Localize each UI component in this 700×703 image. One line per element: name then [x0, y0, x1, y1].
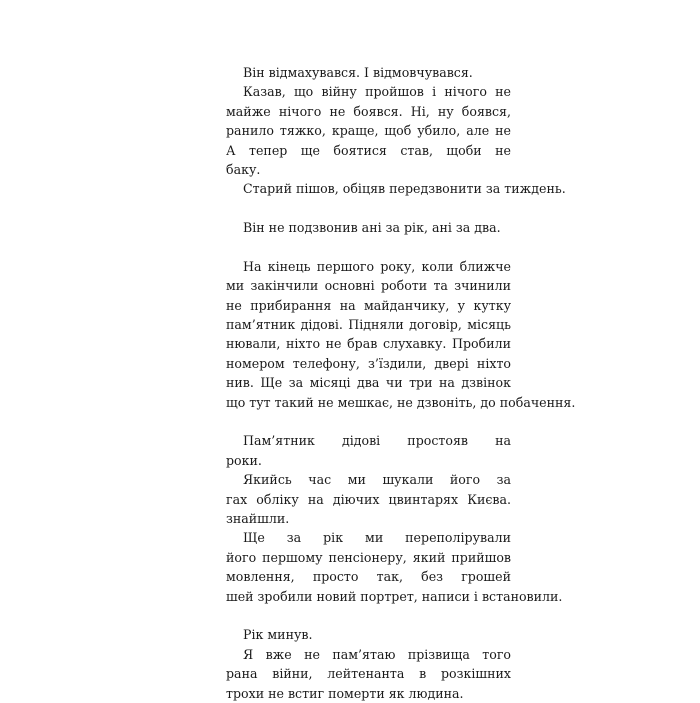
paragraph [226, 82, 511, 179]
text-column [226, 63, 576, 703]
text-line: Казав, що війну пройшов і нічого не [243, 84, 511, 100]
text-line: мовлення, просто так, без грошей [226, 569, 511, 585]
text-line: що тут такий не мешкає, не дзвоніть, до побачення. [226, 394, 576, 410]
section-break [226, 238, 511, 257]
text-line: майже нічого не боявся. Ні, ну боявся, [226, 103, 511, 119]
text-line: номером телефону, з’їздили, двері ніхто [226, 355, 511, 371]
text-line: Рік минув. [243, 627, 313, 643]
text-line: роки. [226, 452, 262, 468]
text-line: Якийсь час ми шукали його за [243, 472, 511, 488]
text-line: нювали, ніхто не брав слухавку. Пробили [226, 336, 511, 352]
text-line: Старий пішов, обіцяв передзвонити за тиждень. [243, 181, 566, 197]
text-line: Пам’ятник дідові простояв на [243, 433, 511, 449]
paragraph [226, 625, 511, 644]
section-break [226, 606, 511, 625]
text-line: пам’ятник дідові. Підняли договір, місяць [226, 317, 511, 333]
text-line: його першому пенсіонеру, який прийшов [226, 549, 511, 565]
text-block [226, 625, 511, 703]
text-block [226, 218, 511, 237]
text-block [226, 257, 576, 412]
section-break [226, 199, 511, 218]
paragraph [226, 257, 576, 412]
text-line: На кінець першого року, коли ближче [243, 258, 511, 274]
text-block [226, 63, 566, 199]
paragraph [226, 218, 511, 237]
section-break [226, 412, 511, 431]
text-line: рана війни, лейтенанта в розкішних [226, 666, 511, 682]
text-line: ранило тяжко, краще, щоб убило, але не [226, 123, 511, 139]
paragraph [226, 431, 511, 470]
text-line: баку. [226, 161, 261, 177]
text-line: А тепер ще боятися став, щоби не [226, 142, 511, 158]
paragraph [226, 528, 563, 606]
text-line: ми закінчили основні роботи та зчинили [226, 278, 511, 294]
text-line: гах обліку на діючих цвинтарях Києва. [226, 491, 511, 507]
text-line: знайшли. [226, 510, 290, 526]
text-line: Він відмахувався. І відмовчувався. [243, 65, 473, 80]
paragraph [226, 179, 566, 198]
text-line: трохи не встиг померти як людина. [226, 685, 464, 701]
text-line: шей зробили новий портрет, написи і встановили. [226, 588, 563, 604]
paragraph [226, 470, 511, 528]
text-line: Він не подзвонив ані за рік, ані за два. [243, 220, 501, 236]
paragraph [226, 63, 511, 82]
text-line: Я вже не пам’ятаю прізвища того [243, 646, 511, 662]
paragraph [226, 645, 511, 703]
text-line: Ще за рік ми переполірували [243, 530, 511, 546]
text-line: нив. Ще за місяці два чи три на дзвінок [226, 375, 511, 391]
text-line: не прибирання на майданчику, у кутку [226, 297, 511, 313]
text-block [226, 431, 563, 606]
